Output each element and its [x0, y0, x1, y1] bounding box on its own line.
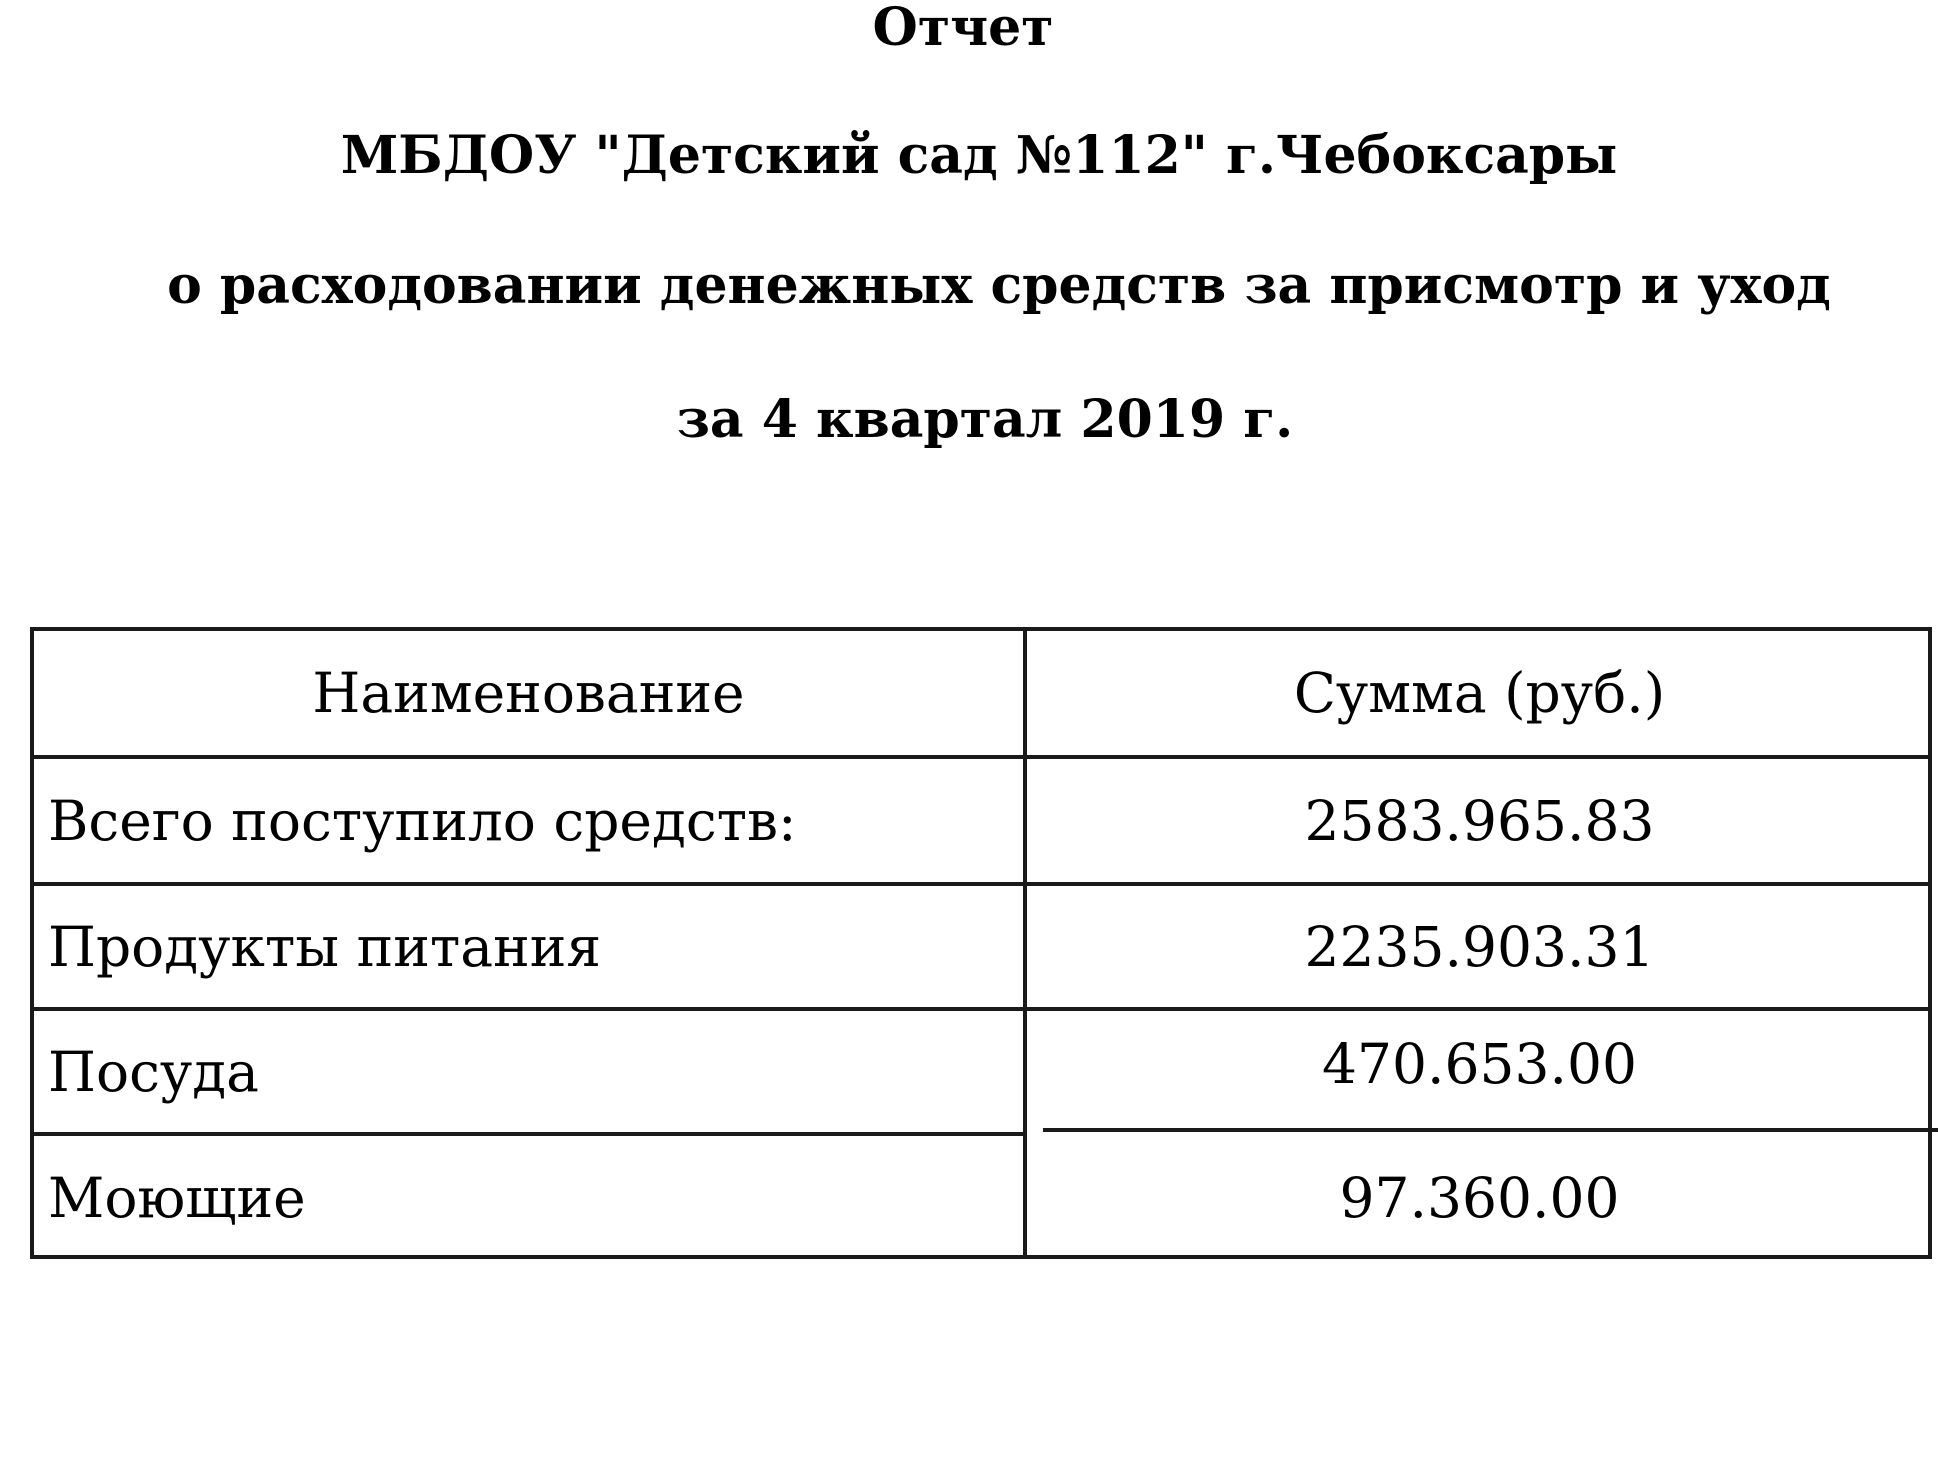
- row-name: Моющие: [48, 1165, 306, 1230]
- report-subject: о расходовании денежных средств за присмотр и уход: [167, 255, 1831, 316]
- row-name: Посуда: [48, 1039, 259, 1104]
- row-amount: 470.653.00: [1322, 1031, 1637, 1096]
- row-amount: 2235.903.31: [1304, 914, 1655, 979]
- report-title: Отчет: [872, 0, 1054, 58]
- column-header-name: Наименование: [312, 661, 745, 725]
- expense-table: [30, 627, 1932, 1259]
- row-separator-line: [1043, 1128, 1938, 1132]
- row-amount: 2583.965.83: [1304, 788, 1655, 853]
- report-period: за 4 квартал 2019 г.: [676, 389, 1294, 450]
- table-row: [34, 886, 1928, 1011]
- table-row: [34, 1136, 1928, 1259]
- column-header-amount: Сумма (руб.): [1293, 661, 1666, 725]
- table-header-row: [34, 631, 1928, 759]
- table-row-amount-cell: [34, 1011, 1928, 1136]
- row-name: Всего поступило средств:: [48, 788, 797, 853]
- row-amount: 97.360.00: [1339, 1165, 1620, 1230]
- row-name: Продукты питания: [48, 914, 602, 979]
- organization-name: МБДОУ "Детский сад №112" г.Чебоксары: [340, 125, 1618, 186]
- table-row: [34, 759, 1928, 886]
